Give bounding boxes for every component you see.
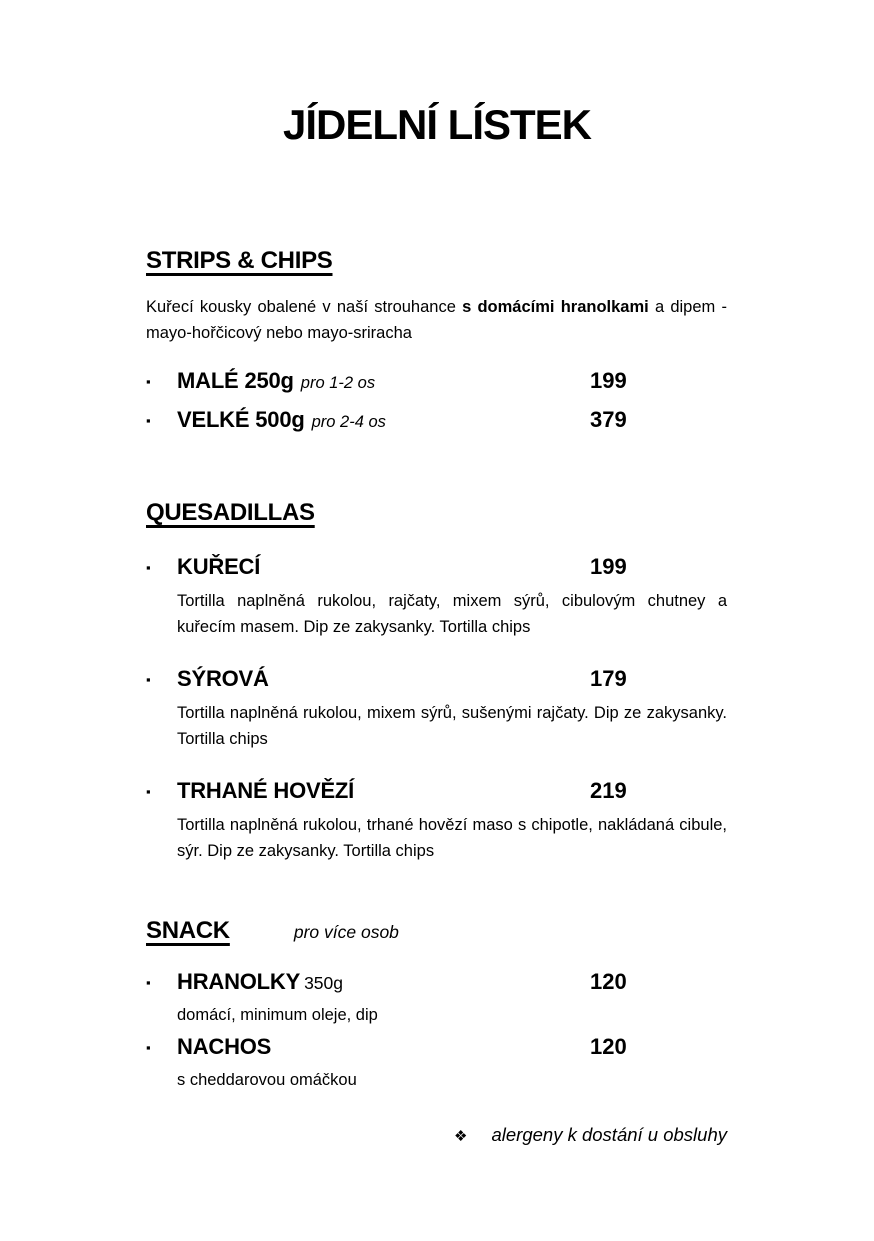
section-quesadillas: [146, 498, 727, 864]
page-title: JÍDELNÍ LÍSTEK: [282, 101, 592, 148]
item-description: Tortilla naplněná rukolou, mixem sýrů, sušenými rajčaty. Dip ze zakysanky. Tortilla chips: [177, 704, 727, 748]
item-name: HRANOLKY: [177, 969, 301, 994]
item-price: 120: [590, 969, 627, 994]
item-description: Tortilla naplněná rukolou, rajčaty, mixem sýrů, cibulovým chutney a kuřecím masem. Dip ze zakysanky. Tortilla chips: [177, 592, 727, 636]
item-description: Tortilla naplněná rukolou, trhané hovězí maso s chipotle, nakládaná cibule, sýr. Dip ze zakysanky. Tortilla chips: [177, 816, 727, 860]
square-bullet-icon: ▪: [146, 672, 151, 687]
item-name: KUŘECÍ: [177, 554, 261, 579]
item-row: [146, 552, 727, 585]
intro-text: Kuřecí kousky obalené v naší strouhance: [146, 298, 463, 316]
allergen-note-text: alergeny k dostání u obsluhy: [491, 1124, 727, 1145]
item-main: [177, 552, 590, 582]
item-description: s cheddarovou omáčkou: [177, 1071, 357, 1089]
menu-item-male: [146, 366, 727, 399]
menu-content: [146, 246, 727, 1149]
square-bullet-icon: ▪: [146, 560, 151, 575]
section-heading-strips-chips: [146, 246, 727, 276]
menu-item-trhane-hovezi: [146, 776, 727, 864]
item-price: 120: [590, 1034, 627, 1059]
section-snack: [146, 916, 727, 1093]
menu-item-velke: [146, 405, 727, 438]
item-description: domácí, minimum oleje, dip: [177, 1006, 378, 1024]
item-name: MALÉ 250g: [177, 368, 294, 393]
section-heading-text: SNACK: [146, 917, 230, 944]
square-bullet-icon: ▪: [146, 784, 151, 799]
intro-text-bold: s domácími hranolkami: [462, 298, 649, 316]
diamond-bullet-icon: ❖: [454, 1128, 468, 1145]
menu-item-kureci: [146, 552, 727, 640]
item-serving-note: pro 1-2 os: [300, 374, 376, 392]
item-main: [177, 1032, 590, 1062]
item-row: [146, 776, 727, 809]
item-main: [177, 405, 590, 437]
menu-item-nachos: [146, 1032, 727, 1093]
item-serving-note: pro 2-4 os: [311, 413, 386, 431]
item-price: 199: [590, 368, 627, 393]
item-main: [177, 664, 590, 694]
section-heading-text: QUESADILLAS: [146, 499, 315, 526]
item-main: [177, 967, 590, 998]
square-bullet-icon: ▪: [146, 374, 151, 389]
menu-item-hranolky: [146, 967, 727, 1028]
menu-item-syrova: [146, 664, 727, 752]
item-price: 179: [590, 666, 627, 691]
section-strips-chips: [146, 246, 727, 438]
square-bullet-icon: ▪: [146, 975, 151, 990]
section-heading-note: pro více osob: [293, 922, 399, 942]
item-row: [146, 1032, 727, 1065]
item-list: [146, 967, 727, 1093]
section-intro: [146, 294, 727, 346]
item-name: SÝROVÁ: [177, 666, 269, 691]
intro-text: a dipem - mayo-hořčicový nebo mayo-sriracha: [146, 298, 727, 342]
section-heading-quesadillas: [146, 498, 727, 528]
item-main: [177, 366, 590, 398]
item-name: VELKÉ 500g: [177, 407, 305, 432]
item-row: [146, 664, 727, 697]
item-price: 199: [590, 554, 627, 579]
item-name: NACHOS: [177, 1034, 272, 1059]
square-bullet-icon: ▪: [146, 1040, 151, 1055]
square-bullet-icon: ▪: [146, 413, 151, 428]
item-main: [177, 776, 590, 806]
item-price: 379: [590, 407, 627, 432]
item-row: [146, 967, 727, 1000]
item-name: TRHANÉ HOVĚZÍ: [177, 778, 355, 803]
section-heading-snack: [146, 916, 727, 947]
item-list: [146, 366, 727, 438]
section-heading-text: STRIPS & CHIPS: [146, 247, 333, 274]
item-size: 350g: [304, 973, 344, 993]
item-price: 219: [590, 778, 627, 803]
allergen-note: [146, 1123, 727, 1149]
